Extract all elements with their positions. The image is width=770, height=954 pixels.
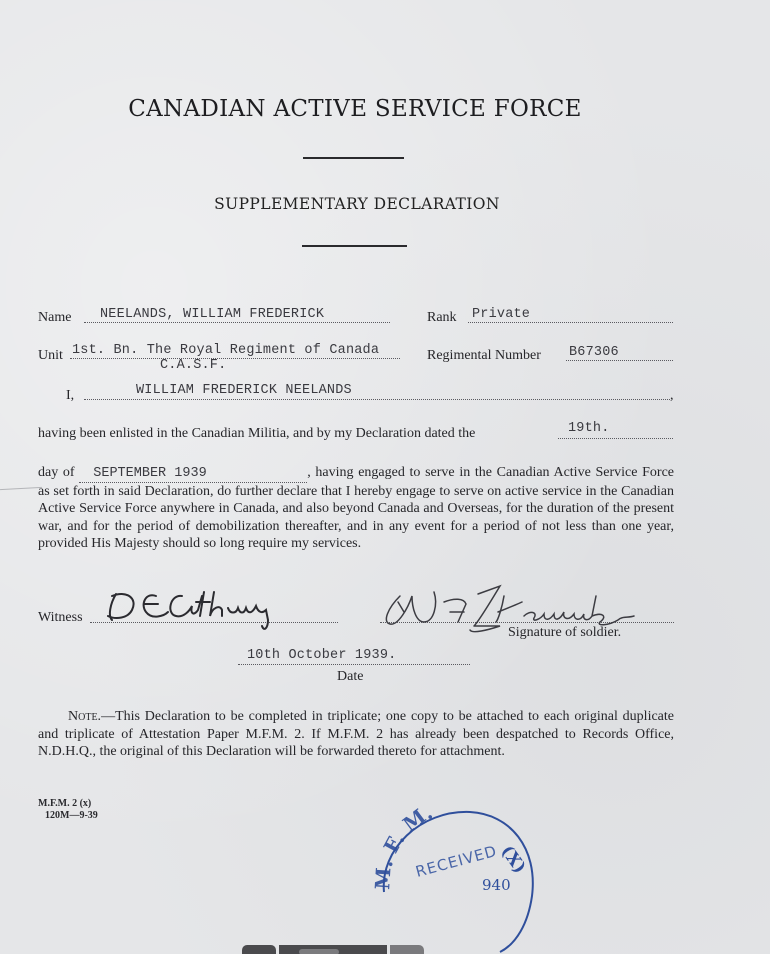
rank-label: Rank bbox=[427, 310, 457, 325]
previous-page-button[interactable] bbox=[242, 945, 276, 954]
regimental-number-line bbox=[566, 360, 673, 361]
i-label: I, bbox=[66, 388, 75, 403]
name-label: Name bbox=[38, 310, 72, 325]
regimental-number-field: B67306 bbox=[569, 345, 619, 360]
stamp-date-partial: 940 bbox=[482, 876, 511, 894]
declarant-name-line bbox=[84, 399, 670, 400]
declarant-name-field: WILLIAM FREDERICK NEELANDS bbox=[136, 383, 352, 398]
viewer-toolbar bbox=[242, 945, 424, 954]
document-title: CANADIAN ACTIVE SERVICE FORCE bbox=[128, 96, 582, 122]
date-label: Date bbox=[337, 669, 364, 684]
received-stamp bbox=[370, 800, 550, 954]
page-slider-thumb[interactable] bbox=[299, 949, 339, 954]
title-divider bbox=[303, 157, 404, 159]
subtitle-divider bbox=[302, 245, 407, 247]
day-of-label: day of bbox=[38, 465, 75, 480]
witness-label: Witness bbox=[38, 610, 83, 625]
note-prefix: Note. bbox=[68, 709, 102, 724]
declaration-month-year-field: SEPTEMBER 1939 bbox=[79, 465, 307, 483]
form-code bbox=[38, 798, 98, 822]
next-page-button[interactable] bbox=[390, 945, 424, 954]
paper-crease bbox=[0, 487, 42, 490]
stamp-suffix: (X) bbox=[496, 841, 530, 878]
name-field-line bbox=[84, 322, 390, 323]
rank-field: Private bbox=[472, 307, 531, 322]
unit-field-line2: C.A.S.F. bbox=[160, 358, 227, 373]
declaration-body bbox=[38, 464, 674, 552]
declaration-day-field: 19th. bbox=[568, 421, 610, 436]
document-subtitle: SUPPLEMENTARY DECLARATION bbox=[214, 195, 500, 213]
note-text: —This Declaration to be completed in triplicate; one copy to be attached to each original duplicate and triplicate of Attestation Paper M.F.M. 2. If M.F.M. 2 has already been despatched to Records Office, N.D.H.Q., the original of this Declaration will be forwarded thereto for attachment. bbox=[38, 709, 674, 759]
footnote bbox=[38, 708, 674, 761]
unit-label: Unit bbox=[38, 348, 63, 363]
form-code-line1: M.F.M. 2 (x) bbox=[38, 798, 92, 809]
name-field: NEELANDS, WILLIAM FREDERICK bbox=[100, 307, 325, 322]
enlisted-text: having been enlisted in the Canadian Militia, and by my Declaration dated the bbox=[38, 426, 476, 441]
stamp-arc-text: M. F. M. bbox=[370, 800, 437, 891]
declaration-body-text: , having engaged to serve in the Canadian Active Service Force as set forth in said Declaration, do further declare that I hereby engage to serve on active service in the Canadian Active Service Force anywhere in Canada, and also beyond Canada and Overseas, for the duration of the present war, and for the period of demobilization thereafter, and in any event for a period of not less than one year, provided His Majesty should so long require my services. bbox=[38, 465, 674, 551]
regimental-number-label: Regimental Number bbox=[427, 348, 541, 363]
declarant-line-comma: , bbox=[670, 388, 674, 403]
date-field: 10th October 1939. bbox=[247, 648, 397, 663]
declaration-day-line bbox=[558, 438, 673, 439]
unit-field-line1: 1st. Bn. The Royal Regiment of Canada bbox=[72, 343, 380, 358]
witness-signature bbox=[104, 586, 279, 634]
date-line bbox=[238, 664, 470, 665]
form-code-line2: 120M—9-39 bbox=[45, 810, 98, 821]
soldier-signature-label: Signature of soldier. bbox=[508, 625, 622, 640]
rank-field-line bbox=[468, 322, 673, 323]
unit-field-line bbox=[70, 358, 400, 359]
stamp-received-text: RECEIVED bbox=[413, 841, 500, 881]
page-slider[interactable] bbox=[279, 945, 387, 954]
